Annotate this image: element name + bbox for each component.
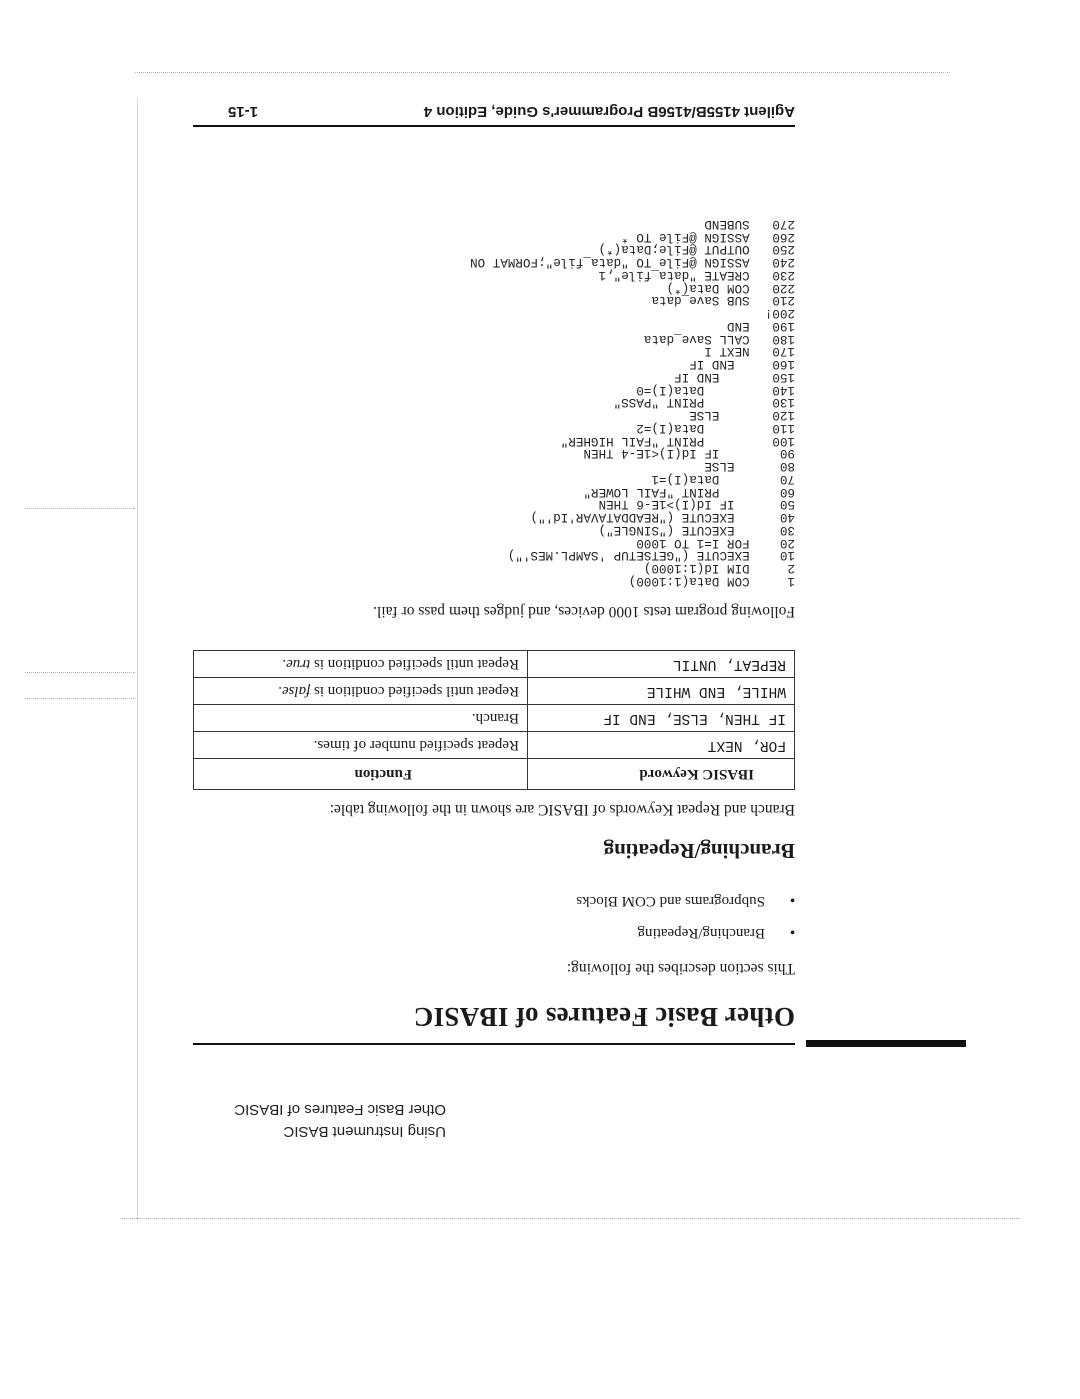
table-row [194, 732, 795, 759]
function-end: . [278, 683, 282, 700]
table-row [194, 705, 795, 732]
code-line: 220 COM Data(*) [666, 280, 795, 295]
code-line: 250 OUTPUT @File;Data(*) [598, 242, 795, 257]
code-line: 30 EXECUTE ("SINGLE") [598, 523, 795, 537]
code-line: 10 EXECUTE ("GETSETUP 'SAMPL.MES'") [507, 548, 795, 563]
footer-title: Agilent 4155B/4156B Programmer's Guide, Edition 4 [423, 103, 795, 120]
code-line: 100 PRINT "FAIL HIGHER" [560, 433, 795, 448]
bullet-item-2: Subprograms and COM Blocks [576, 893, 765, 909]
table-cell-function [194, 678, 528, 705]
code-line: 260 ASSIGN @File TO * [621, 229, 795, 244]
code-line: 110 Data(I)=2 [636, 421, 795, 435]
code-line: 1 COM Data(1:1000) [628, 574, 795, 588]
code-line: 70 Data(I)=1 [651, 472, 795, 486]
scan-edge-mark [25, 672, 135, 673]
code-line: 160 END IF [689, 357, 795, 372]
code-line: 270 SUBEND [704, 217, 795, 231]
code-line: 2 DIM Id(1:1000) [643, 561, 795, 576]
code-line: 180 CALL Save_data [643, 331, 795, 346]
code-line: 230 CREATE "data_file",1 [598, 268, 795, 282]
table-cell-function [194, 651, 528, 678]
breadcrumb-line-1: Using Instrument BASIC [283, 1123, 446, 1140]
function-end: . [282, 656, 287, 673]
function-emphasis: true [286, 656, 311, 673]
code-line: 170 NEXT I [704, 344, 795, 359]
breadcrumb-line-2: Other Basic Features of IBASIC [234, 1101, 446, 1118]
scan-edge-top [120, 1218, 1020, 1219]
code-line: 130 PRINT "PASS" [613, 395, 795, 410]
table-cell-keyword: IF THEN, ELSE, END IF [528, 705, 795, 732]
table-cell-keyword: REPEAT, UNTIL [528, 651, 795, 678]
code-line: 60 PRINT "FAIL LOWER" [583, 484, 795, 499]
code-line: 140 Data(I)=0 [636, 382, 795, 397]
table-header-keyword: IBASIC Keyword [528, 759, 795, 790]
code-line: 240 ASSIGN @File TO "data_file";FORMAT ON [470, 255, 795, 270]
scan-edge-right [137, 99, 138, 1219]
code-line: 190 END [726, 319, 795, 333]
subsection-intro: Branch and Repeat Keywords of IBASIC are shown in the following table: [329, 801, 795, 818]
bullet-icon: • [790, 925, 795, 941]
subsection-title: Branching/Repeating [603, 839, 795, 863]
function-text: Repeat until specified condition is [310, 683, 519, 700]
page-number: 1-15 [227, 103, 258, 120]
table-row [194, 678, 795, 705]
function-text: Repeat until specified condition is [310, 656, 519, 673]
section-intro: This section describes the following: [566, 960, 795, 977]
table-cell-keyword: FOR, NEXT [528, 732, 795, 759]
code-line: 200! [764, 306, 795, 321]
table-cell-function [194, 705, 528, 732]
table-row [194, 651, 795, 678]
program-listing [235, 217, 795, 587]
code-line: 150 END IF [674, 370, 795, 384]
code-line: 80 ELSE [704, 459, 795, 474]
code-line: 40 EXECUTE ("READDATAVAR'Id'") [530, 510, 795, 525]
bullet-item-1: Branching/Repeating [637, 925, 765, 941]
section-rule [193, 1043, 795, 1045]
section-rule-thick [806, 1040, 966, 1047]
code-line: 90 IF Id(I)<1E-4 THEN [583, 446, 795, 461]
keyword-table [193, 650, 795, 790]
function-emphasis: false [281, 683, 311, 700]
footer-rule [193, 125, 795, 127]
scan-edge-mark [25, 508, 135, 509]
function-text: Branch. [471, 710, 519, 727]
code-line: 50 IF Id(I)>1E-6 THEN [598, 497, 795, 512]
bullet-icon: • [790, 893, 795, 909]
code-line: 120 ELSE [689, 408, 795, 423]
scan-edge-mark [25, 698, 135, 699]
table-cell-function [194, 732, 528, 759]
code-line: 210 SUB Save_data [651, 293, 795, 308]
section-title: Other Basic Features of IBASIC [413, 1002, 795, 1032]
function-text: Repeat specified number of times. [313, 737, 519, 754]
table-header-function: Function [194, 759, 528, 790]
table-cell-keyword: WHILE, END WHILE [528, 678, 795, 705]
scan-edge-bottom [135, 72, 950, 73]
code-line: 20 FOR I=1 TO 1000 [636, 535, 795, 550]
program-intro: Following program tests 1000 devices, and judges them pass or fail. [373, 603, 795, 620]
table-header-row [194, 759, 795, 790]
